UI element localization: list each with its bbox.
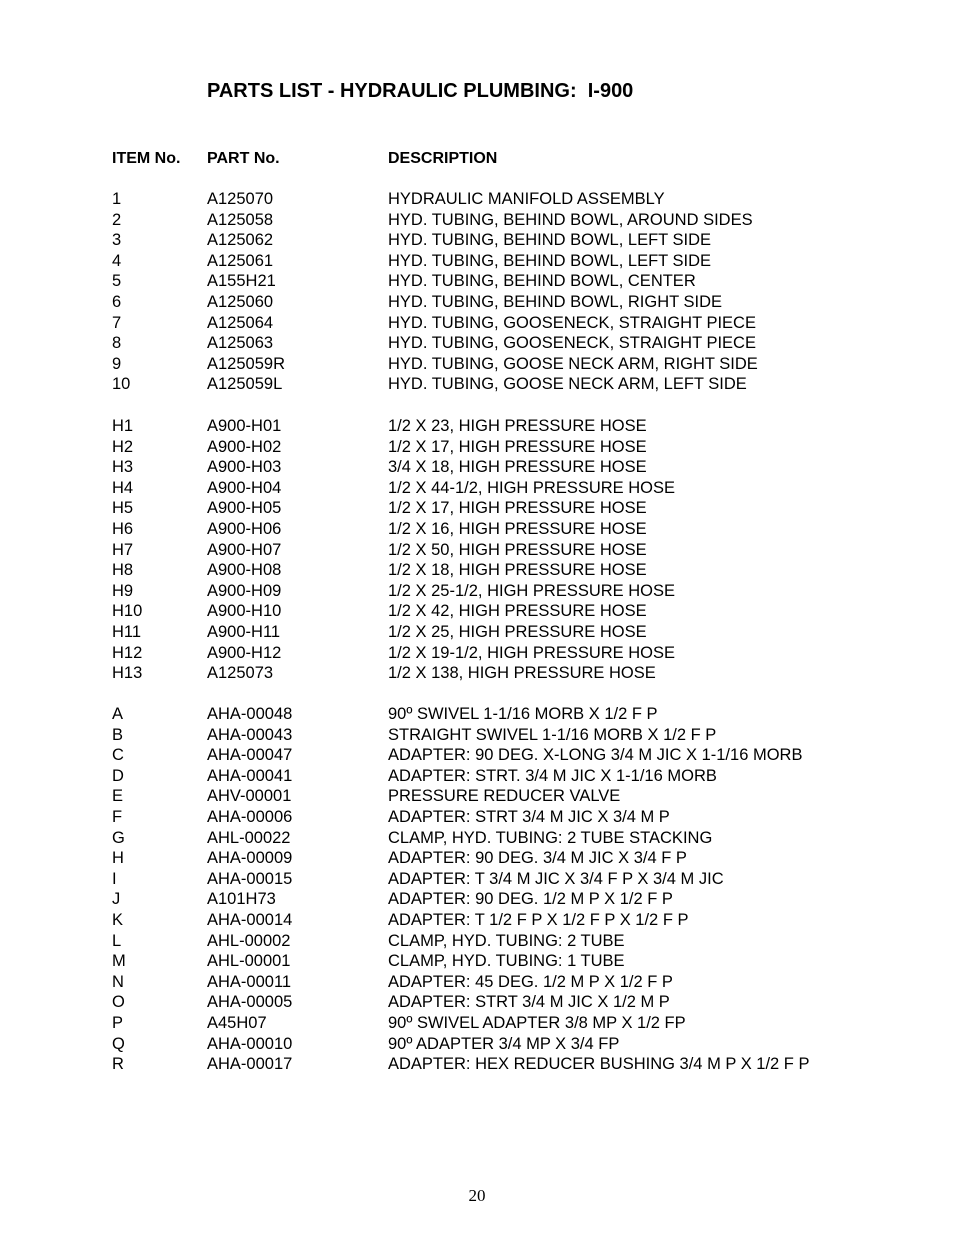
item-number: H6: [112, 519, 134, 538]
item-number: E: [112, 787, 124, 806]
part-number: A125058: [207, 210, 274, 229]
part-description: 1/2 X 138, HIGH PRESSURE HOSE: [388, 664, 656, 683]
part-number: AHL-00001: [207, 952, 291, 971]
item-number: H: [112, 849, 124, 868]
part-description: CLAMP, HYD. TUBING: 2 TUBE: [388, 931, 625, 950]
item-number: L: [112, 931, 122, 950]
part-description: HYD. TUBING, BEHIND BOWL, AROUND SIDES: [388, 210, 753, 229]
part-number: A900-H07: [207, 540, 282, 559]
part-number: A900-H11: [207, 622, 281, 641]
part-number: A155H21: [207, 272, 276, 291]
item-number: I: [112, 869, 117, 888]
item-number: H2: [112, 437, 134, 456]
item-number: H13: [112, 664, 143, 683]
part-description: 1/2 X 23, HIGH PRESSURE HOSE: [388, 417, 647, 435]
part-number: A125059R: [207, 354, 285, 373]
part-description: ADAPTER: STRT. 3/4 M JIC X 1-1/16 MORB: [388, 766, 717, 785]
part-description: HYD. TUBING, BEHIND BOWL, RIGHT SIDE: [388, 292, 723, 311]
part-description: 90º SWIVEL 1-1/16 MORB X 1/2 F P: [388, 705, 658, 723]
part-number: A125060: [207, 292, 274, 311]
item-number: H12: [112, 643, 143, 662]
part-description: CLAMP, HYD. TUBING: 1 TUBE: [388, 952, 625, 971]
part-description: 1/2 X 16, HIGH PRESSURE HOSE: [388, 519, 647, 538]
part-description: HYD. TUBING, BEHIND BOWL, CENTER: [388, 272, 696, 291]
part-number: A900-H04: [207, 478, 282, 497]
part-number: A125061: [207, 251, 274, 270]
item-number: 3: [112, 231, 122, 250]
part-description: 1/2 X 42, HIGH PRESSURE HOSE: [388, 602, 647, 621]
item-number: 2: [112, 210, 122, 229]
part-description: ADAPTER: T 3/4 M JIC X 3/4 F P X 3/4 M JIC: [388, 869, 724, 888]
item-number: O: [112, 993, 125, 1012]
part-description: ADAPTER: STRT 3/4 M JIC X 1/2 M P: [388, 993, 670, 1012]
part-description: 3/4 X 18, HIGH PRESSURE HOSE: [388, 458, 647, 477]
part-number: AHA-00009: [207, 849, 293, 868]
item-number: H11: [112, 622, 142, 641]
part-number: AHA-00014: [207, 910, 293, 929]
part-description: HYD. TUBING, BEHIND BOWL, LEFT SIDE: [388, 251, 712, 270]
column-header-description: DESCRIPTION: [388, 150, 498, 167]
part-description: ADAPTER: 90 DEG. X-LONG 3/4 M JIC X 1-1/16 MORB: [388, 746, 803, 765]
part-description: 1/2 X 25-1/2, HIGH PRESSURE HOSE: [388, 581, 676, 600]
column-header-part: PART No.: [207, 150, 280, 167]
part-description: ADAPTER: 45 DEG. 1/2 M P X 1/2 F P: [388, 972, 673, 991]
item-number: H10: [112, 602, 143, 621]
page-title: PARTS LIST - HYDRAULIC PLUMBING: I-900: [207, 80, 634, 102]
page-number: 20: [468, 1186, 486, 1205]
item-number: D: [112, 766, 124, 785]
part-description: STRAIGHT SWIVEL 1-1/16 MORB X 1/2 F P: [388, 725, 717, 744]
part-number: A900-H09: [207, 581, 282, 600]
part-description: 1/2 X 17, HIGH PRESSURE HOSE: [388, 499, 647, 518]
part-description: 1/2 X 44-1/2, HIGH PRESSURE HOSE: [388, 478, 676, 497]
part-description: HYD. TUBING, GOOSENECK, STRAIGHT PIECE: [388, 313, 756, 332]
part-number: A900-H12: [207, 643, 282, 662]
item-number: 9: [112, 354, 122, 373]
part-number: AHA-00006: [207, 807, 293, 826]
part-number: A900-H10: [207, 602, 282, 621]
part-number: AHA-00047: [207, 746, 293, 765]
item-number: 8: [112, 334, 122, 353]
part-description: 90º ADAPTER 3/4 MP X 3/4 FP: [388, 1034, 620, 1053]
part-description: ADAPTER: T 1/2 F P X 1/2 F P X 1/2 F P: [388, 910, 689, 929]
part-description: ADAPTER: 90 DEG. 1/2 M P X 1/2 F P: [388, 890, 673, 909]
part-description: 1/2 X 25, HIGH PRESSURE HOSE: [388, 622, 647, 641]
item-number: R: [112, 1055, 124, 1074]
part-number: A900-H03: [207, 458, 282, 477]
item-number: Q: [112, 1034, 125, 1053]
part-description: PRESSURE REDUCER VALVE: [388, 787, 621, 806]
item-number: 10: [112, 375, 131, 394]
part-number: A900-H02: [207, 437, 282, 456]
item-number: H5: [112, 499, 134, 518]
part-number: A101H73: [207, 890, 276, 909]
part-description: HYD. TUBING, BEHIND BOWL, LEFT SIDE: [388, 231, 712, 250]
part-description: ADAPTER: STRT 3/4 M JIC X 3/4 M P: [388, 807, 670, 826]
part-description: ADAPTER: HEX REDUCER BUSHING 3/4 M P X 1/2 F P: [388, 1055, 810, 1074]
part-description: CLAMP, HYD. TUBING: 2 TUBE STACKING: [388, 828, 713, 847]
item-number: H3: [112, 458, 134, 477]
part-description: 1/2 X 17, HIGH PRESSURE HOSE: [388, 437, 647, 456]
item-number: H9: [112, 581, 134, 600]
part-number: A900-H06: [207, 519, 282, 538]
part-number: A125070: [207, 190, 274, 208]
part-number: AHA-00011: [207, 972, 292, 991]
part-number: AHA-00015: [207, 869, 293, 888]
part-description: HYD. TUBING, GOOSE NECK ARM, RIGHT SIDE: [388, 354, 758, 373]
part-description: 90º SWIVEL ADAPTER 3/8 MP X 1/2 FP: [388, 1013, 686, 1032]
item-number: N: [112, 972, 124, 991]
part-number: AHL-00022: [207, 828, 291, 847]
column-header-item: ITEM No.: [112, 150, 181, 167]
item-number: K: [112, 910, 124, 929]
item-number: 6: [112, 292, 122, 311]
part-number: AHV-00001: [207, 787, 292, 806]
item-number: H4: [112, 478, 134, 497]
part-number: A125073: [207, 664, 274, 683]
item-number: H7: [112, 540, 134, 559]
item-number: M: [112, 952, 126, 971]
item-number: B: [112, 725, 124, 744]
item-number: 4: [112, 251, 122, 270]
part-description: HYD. TUBING, GOOSENECK, STRAIGHT PIECE: [388, 334, 756, 353]
part-description: HYDRAULIC MANIFOLD ASSEMBLY: [388, 190, 665, 208]
part-number: A125064: [207, 313, 274, 332]
part-description: HYD. TUBING, GOOSE NECK ARM, LEFT SIDE: [388, 375, 747, 394]
item-number: H1: [112, 417, 134, 435]
item-number: F: [112, 807, 123, 826]
item-number: 1: [112, 190, 122, 208]
item-number: J: [112, 890, 121, 909]
item-number: P: [112, 1013, 124, 1032]
item-number: 5: [112, 272, 122, 291]
part-number: A900-H05: [207, 499, 282, 518]
part-number: A900-H08: [207, 561, 282, 580]
part-description: 1/2 X 18, HIGH PRESSURE HOSE: [388, 561, 647, 580]
part-number: A125062: [207, 231, 274, 250]
part-number: A125059L: [207, 375, 283, 394]
part-description: ADAPTER: 90 DEG. 3/4 M JIC X 3/4 F P: [388, 849, 687, 868]
part-number: AHL-00002: [207, 931, 291, 950]
item-number: A: [112, 705, 124, 723]
part-number: AHA-00005: [207, 993, 293, 1012]
item-number: H8: [112, 561, 134, 580]
item-number: 7: [112, 313, 122, 332]
part-number: A125063: [207, 334, 274, 353]
part-number: AHA-00043: [207, 725, 293, 744]
part-number: AHA-00041: [207, 766, 293, 785]
part-number: A900-H01: [207, 417, 282, 435]
item-number: G: [112, 828, 125, 847]
part-number: AHA-00010: [207, 1034, 293, 1053]
part-number: A45H07: [207, 1013, 267, 1032]
part-number: AHA-00017: [207, 1055, 293, 1074]
part-number: AHA-00048: [207, 705, 293, 723]
part-description: 1/2 X 19-1/2, HIGH PRESSURE HOSE: [388, 643, 676, 662]
item-number: C: [112, 746, 124, 765]
part-description: 1/2 X 50, HIGH PRESSURE HOSE: [388, 540, 647, 559]
